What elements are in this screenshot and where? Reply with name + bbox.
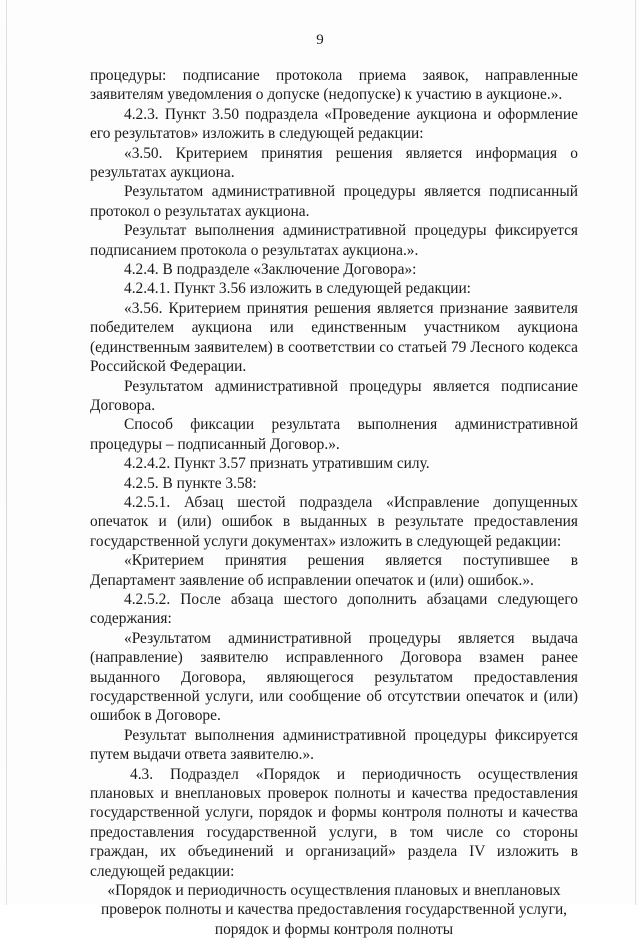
paragraph: 4.2.5. В пункте 3.58: — [124, 474, 257, 492]
paragraph: «Результатом административной процедуры является выдача (направление) заявителю исправленного Договора взамен ранее выданного Договора, являющегося результатом предоставления государственной услуги, или сообщение об отсутствии опечаток и (или) ошибок в Договоре. — [90, 629, 578, 725]
paragraph: «Критерием принятия решения является поступившее в Департамент заявление об исправлении опечаток и (или) ошибок.». — [90, 552, 578, 589]
paragraph: Результатом административной процедуры является подписанный протокол о результатах аукциона. — [90, 183, 578, 220]
paragraph: 4.2.3. Пункт 3.50 подраздела «Проведение аукциона и оформление его результатов» изложить в следующей редакции: — [90, 105, 578, 143]
paragraph: «3.56. Критерием принятия решения является признание заявителя победителем аукциона или единственным участником аукциона (единственным заявителем) в соответствии со статьей 79 Лесного кодекса Российской Федерации. — [90, 299, 578, 376]
paragraph: 4.2.4. В подразделе «Заключение Договора»: — [124, 261, 417, 279]
paragraph: Результат выполнения административной процедуры фиксируется путем выдачи ответа заявителю.». — [90, 726, 578, 764]
paragraph: 4.2.5.2. После абзаца шестого дополнить абзацами следующего содержания: — [90, 590, 578, 628]
paragraph: 4.2.4.2. Пункт 3.57 признать утратившим силу. — [124, 455, 430, 473]
paragraph: процедуры: подписание протокола приема заявок, направленные заявителям уведомления о допуске (недопуске) к участию в аукционе.». — [90, 67, 578, 104]
scan-edge-left — [6, 0, 7, 905]
paragraph: Результат выполнения административной процедуры фиксируется подписанием протокола о результатах аукциона.». — [90, 222, 578, 259]
section-heading: «Порядок и периодичность осуществления плановых и внеплановых проверок полноты и качества предоставления государственной услуги, порядок и формы контроля полноты — [100, 882, 568, 938]
document-body — [90, 66, 578, 939]
paragraph: Способ фиксации результата выполнения административной процедуры – подписанный Договор.». — [90, 416, 578, 453]
scan-edge-right — [635, 0, 636, 905]
paragraph: 4.3. Подраздел «Порядок и периодичность осуществления плановых и внеплановых проверок полноты и качества предоставления государственной услуги, порядок и формы контроля полноты и качества предоставления государственной услуги, в том числе со стороны граждан, их объединений и организаций» раздела IV изложить в следующей редакции: — [90, 765, 578, 880]
paragraph: Результатом административной процедуры является подписание Договора. — [90, 377, 578, 414]
paragraph: «3.50. Критерием принятия решения является информация о результатах аукциона. — [90, 144, 578, 182]
paragraph: 4.2.5.1. Абзац шестой подраздела «Исправление допущенных опечаток и (или) ошибок в выданных в результате предоставления государственной услуги документах» изложить в следующей редакции: — [90, 493, 578, 550]
paragraph: 4.2.4.1. Пункт 3.56 изложить в следующей редакции: — [124, 280, 471, 298]
page-number: 9 — [316, 32, 324, 48]
